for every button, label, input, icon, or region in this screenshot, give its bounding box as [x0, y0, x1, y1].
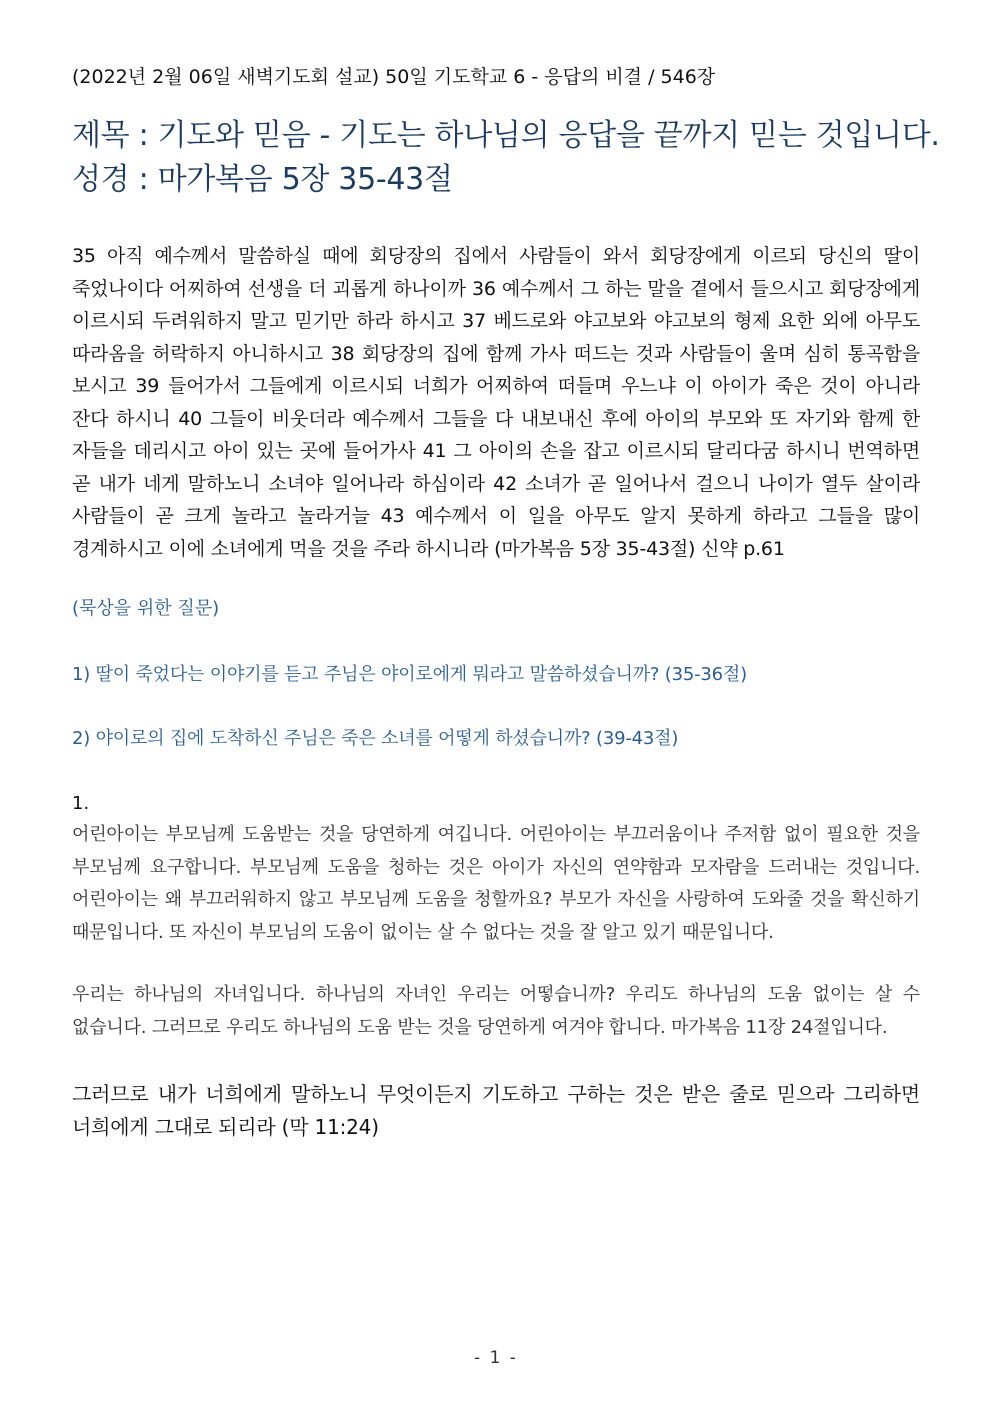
body-paragraph: 우리는 하나님의 자녀입니다. 하나님의 자녀인 우리는 어떻습니까? 우리도 하나님의 도움 없이는 살 수 없습니다. 그러므로 우리도 하나님의 도움 받는 것을 당연하게 여겨야 합니다. 마가복음 11장 24절입니다.	[72, 984, 920, 1038]
sermon-title: 제목 : 기도와 믿음 - 기도는 하나님의 응답을 끝까지 믿는 것입니다.	[72, 118, 940, 153]
questions-heading: (묵상을 위한 질문)	[72, 598, 220, 619]
section-number: 1.	[72, 793, 90, 814]
scripture-passage: 35 아직 예수께서 말씀하실 때에 회당장의 집에서 사람들이 와서 회당장에게 이르되 당신의 딸이 죽었나이다 어찌하여 선생을 더 괴롭게 하나이까 36 예수께서 그 하는 말을 곁에서 들으시고 회당장에게 이르시되 두려워하지 말고 믿기만 하라 하시고 37 베드로와 야고보와 야고보의 형제 요한 외에 아무도 따라옴을 허락하지 아니하시고 38 회당장의 집에 함께 가사 떠드는 것과 사람들이 울며 심히 통곡함을 보시고 39 들어가서 그들에게 이르시되 너희가 어찌하여 떠들며 우느냐 이 아이가 죽은 것이 아니라 잔다 하시니 40 그들이 비웃더라 예수께서 그들을 다 내보내신 후에 아이의 부모와 또 자기와 함께 한 자들을 데리시고 아이 있는 곳에 들어가사 41 그 아이의 손을 잡고 이르시되 달리다굼 하시니 번역하면 곧 내가 네게 말하노니 소녀야 일어나라 하심이라 42 소녀가 곧 일어나서 걸으니 나이가 열두 살이라 사람들이 곧 크게 놀라고 놀라거늘 43 예수께서 이 일을 아무도 알지 못하게 하라고 그들을 많이 경계하시고 이에 소녀에게 먹을 것을 주라 하시니라 (마가복음 5장 35-43절) 신약 p.61	[72, 245, 920, 560]
verse-quote: 그러므로 내가 너희에게 말하노니 무엇이든지 기도하고 구하는 것은 받은 줄로 믿으라 그리하면 너희에게 그대로 되리라 (막 11:24)	[72, 1082, 920, 1139]
question-item: 1) 딸이 죽었다는 이야기를 듣고 주님은 야이로에게 뭐라고 말씀하셨습니까? (35-36절)	[72, 664, 747, 685]
meditation-questions	[72, 595, 920, 753]
document-page	[72, 62, 940, 1144]
page-number: - 1 -	[474, 1348, 518, 1368]
body-paragraph: 어린아이는 부모님께 도움받는 것을 당연하게 여깁니다. 어린아이는 부끄러움이나 주저함 없이 필요한 것을 부모님께 요구합니다. 부모님께 도움을 청하는 것은 아이가 자신의 연약함과 모자람을 드러내는 것입니다. 어린아이는 왜 부끄러워하지 않고 부모님께 도움을 청할까요? 부모가 자신을 사랑하여 도와줄 것을 확신하기 때문입니다. 또 자신이 부모님의 도움이 없이는 살 수 없다는 것을 잘 알고 있기 때문입니다.	[72, 824, 920, 943]
question-item: 2) 야이로의 집에 도착하신 주님은 죽은 소녀를 어떻게 하셨습니까? (39-43절)	[72, 728, 679, 749]
title-block	[72, 114, 940, 202]
scripture-reference: 성경 : 마가복음 5장 35-43절	[72, 162, 453, 197]
sermon-header: (2022년 2월 06일 새벽기도회 설교) 50일 기도학교 6 - 응답의 비결 / 546장	[72, 66, 716, 88]
